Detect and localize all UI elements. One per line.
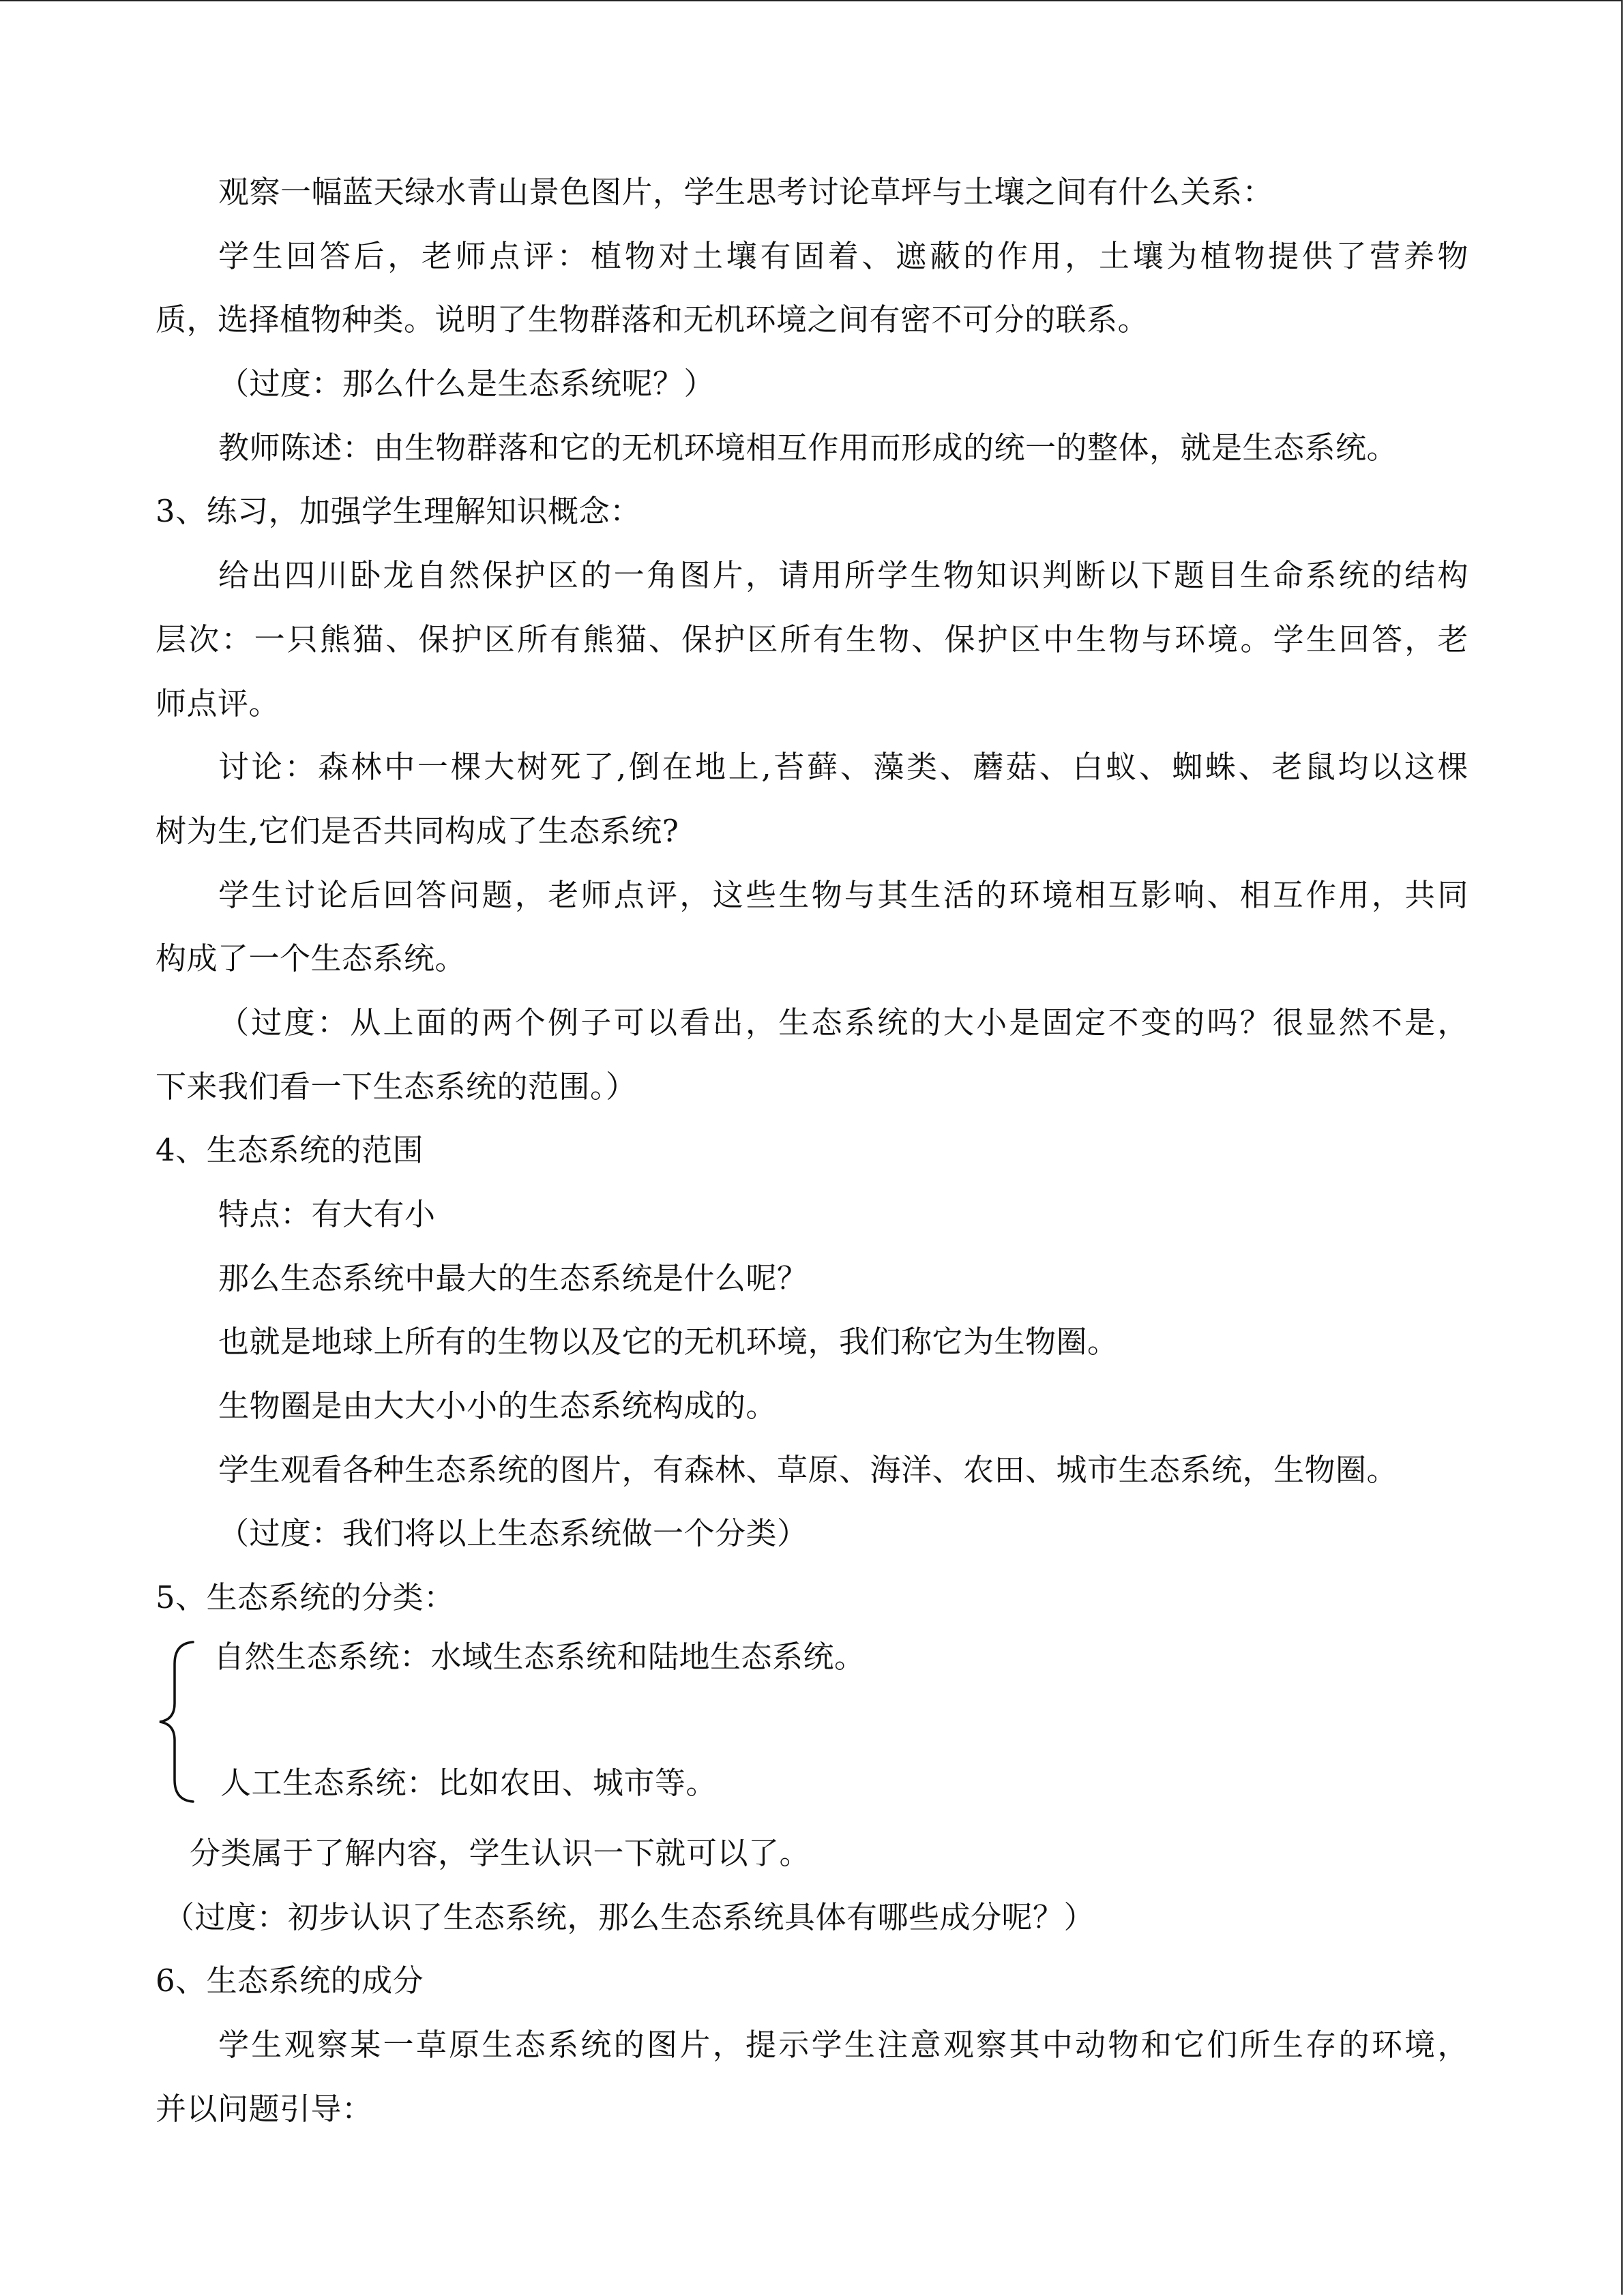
paragraph-line: 层次：一只熊猫、保护区所有熊猫、保护区所有生物、保护区中生物与环境。学生回答，老 [156,621,1468,657]
document-body [156,160,1468,2141]
paragraph-line: 讨论：森林中一棵大树死了,倒在地上,苔藓、藻类、蘑菇、白蚁、蜘蛛、老鼠均以这棵 [218,749,1468,786]
curly-brace-icon [156,1630,203,1814]
artificial-ecosystem-item: 人工生态系统：比如农田、城市等。 [220,1764,718,1801]
paragraph-line: 师点评。 [156,685,280,721]
paragraph-line: 教师陈述：由生物群落和它的无机环境相互作用而形成的统一的整体，就是生态系统。 [218,429,1398,466]
paragraph-line: 也就是地球上所有的生物以及它的无机环境，我们称它为生物圈。 [218,1324,1119,1360]
paragraph-line: （过度：从上面的两个例子可以看出，生态系统的大小是固定不变的吗？很显然不是， [218,1004,1468,1041]
section-heading: 3、练习，加强学生理解知识概念： [156,493,641,530]
paragraph-line: 构成了一个生态系统。 [156,940,467,977]
paragraph-line: （过度：初步认识了生态系统，那么生态系统具体有哪些成分呢？） [164,1898,1095,1935]
paragraph-line: 给出四川卧龙自然保护区的一角图片，请用所学生物知识判断以下题目生命系统的结构 [218,557,1468,594]
paragraph-line: 质，选择植物种类。说明了生物群落和无机环境之间有密不可分的联系。 [156,301,1149,338]
paragraph-line: 下来我们看一下生态系统的范围。） [156,1068,637,1105]
paragraph-line: 分类属于了解内容，学生认识一下就可以了。 [190,1834,811,1871]
natural-ecosystem-item: 自然生态系统：水域生态系统和陆地生态系统。 [213,1638,866,1675]
paragraph-line: 学生观看各种生态系统的图片，有森林、草原、海洋、农田、城市生态系统，生物圈。 [218,1451,1398,1488]
classification-block [156,1630,1468,1821]
paragraph-line: 树为生,它们是否共同构成了生态系统? [156,812,679,849]
paragraph-line: 并以问题引导： [156,2090,373,2127]
section-heading: 6、生态系统的成分 [156,1963,424,1999]
paragraph-line: 学生回答后，老师点评：植物对土壤有固着、遮蔽的作用，土壤为植物提供了营养物 [218,237,1468,274]
section-heading: 5、生态系统的分类： [156,1579,455,1616]
paragraph-line: （过度：我们将以上生态系统做一个分类） [218,1515,808,1552]
paragraph-line: 生物圈是由大大小小的生态系统构成的。 [218,1388,778,1425]
section-heading: 4、生态系统的范围 [156,1132,424,1169]
paragraph-line: 学生观察某一草原生态系统的图片，提示学生注意观察其中动物和它们所生存的环境， [218,2026,1468,2063]
paragraph-line: 特点：有大有小 [218,1196,436,1232]
paragraph-line: 观察一幅蓝天绿水青山景色图片，学生思考讨论草坪与土壤之间有什么关系： [218,174,1274,210]
paragraph-line: 那么生态系统中最大的生态系统是什么呢？ [218,1259,808,1296]
paragraph-line: 学生讨论后回答问题，老师点评，这些生物与其生活的环境相互影响、相互作用，共同 [218,876,1468,913]
paragraph-line: （过度：那么什么是生态系统呢？） [218,366,715,402]
